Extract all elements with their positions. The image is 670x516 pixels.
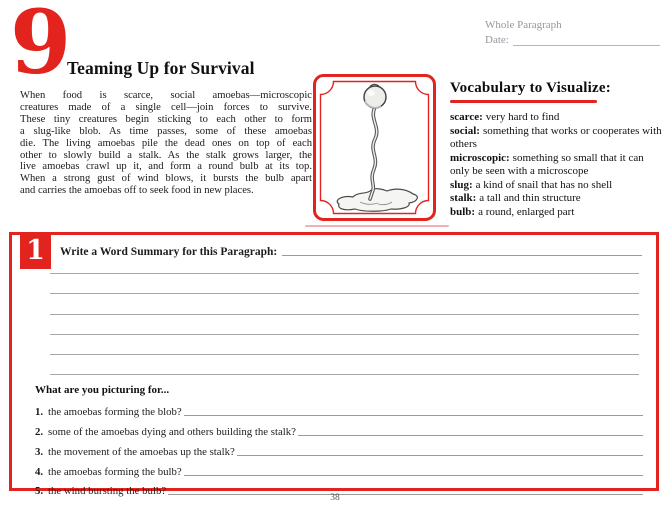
- vocab-item: [450, 179, 666, 193]
- page-number: 38: [330, 493, 340, 503]
- vocab-definition: something that works or cooperates with others: [450, 124, 662, 150]
- picturing-label: What are you picturing for...: [35, 384, 170, 396]
- question-text: the amoebas forming the bulb?: [48, 465, 182, 478]
- vocab-definition: very hard to find: [485, 111, 560, 123]
- vocabulary-panel: [450, 80, 666, 219]
- question-row: [35, 398, 643, 418]
- question-number: 5.: [35, 485, 44, 498]
- question-answer-line: [298, 426, 643, 436]
- question-text: the wind bursting the bulb?: [48, 485, 167, 498]
- writing-line: [50, 355, 639, 375]
- vocabulary-heading-underline: [450, 100, 597, 103]
- paragraph-line: These tiny creatures begin sticking to each other to form: [20, 113, 312, 125]
- writing-line: [50, 254, 639, 274]
- vocab-term: slug:: [450, 178, 473, 191]
- writing-line: [50, 315, 639, 335]
- question-number: 3.: [35, 445, 44, 458]
- question-list: [35, 398, 643, 497]
- page-title: Teaming Up for Survival: [67, 58, 255, 78]
- paragraph-line: die. The living amoebas pile the dead ones on top of each: [20, 137, 312, 149]
- vocab-item: [450, 192, 666, 206]
- question-number: 1.: [35, 405, 44, 418]
- date-label: Date:: [485, 34, 509, 46]
- vocab-definition: something so small that it can only be seen with a microscope: [450, 151, 644, 177]
- question-number: 2.: [35, 425, 44, 438]
- paragraph-line: creatures made of a single cell—join forces to survive.: [20, 101, 312, 113]
- question-answer-line: [184, 406, 643, 416]
- writing-line: [50, 335, 639, 355]
- vocab-definition: a round, enlarged part: [478, 205, 575, 218]
- question-answer-line: [237, 446, 643, 456]
- question-row: [35, 458, 643, 478]
- vocab-item: [450, 206, 666, 220]
- corner-label-block: [485, 18, 660, 48]
- paragraph-line: When a strong gust of wind blows, it bursts the bulb apart: [20, 173, 312, 185]
- question-text: the movement of the amoebas up the stalk?: [48, 445, 235, 458]
- vocab-item: [450, 125, 666, 152]
- question-row: [35, 438, 643, 458]
- vocab-item: [450, 111, 666, 125]
- paragraph-line: and carries the amoebas off to seek food in new places.: [20, 185, 254, 197]
- question-text: some of the amoebas dying and others building the stalk?: [48, 425, 296, 438]
- paragraph-line: live amoebas crawl up it, and form a round bulb at its top.: [20, 161, 312, 173]
- vocab-definition: a kind of snail that has no shell: [475, 178, 613, 191]
- question-answer-line: [184, 466, 643, 476]
- vocab-definition: a tall and thin structure: [479, 192, 581, 204]
- reading-paragraph: [20, 90, 312, 197]
- word-summary-label: Write a Word Summary for this Paragraph:: [60, 246, 278, 258]
- amoeba-stalk-illustration: [312, 73, 437, 222]
- writing-line: [50, 274, 639, 294]
- vocab-term: scarce:: [450, 111, 483, 123]
- illustration-frame: [312, 73, 437, 222]
- vocab-term: bulb:: [450, 205, 476, 218]
- lesson-number: 9: [10, 0, 72, 94]
- paragraph-line: other to slowly build a stalk. As the stalk grows larger, the: [20, 149, 312, 161]
- vocabulary-heading: Vocabulary to Visualize:: [450, 80, 611, 96]
- question-number: 4.: [35, 465, 44, 478]
- question-row: [35, 418, 643, 438]
- whole-paragraph-label: Whole Paragraph: [485, 19, 562, 31]
- vocab-term: stalk:: [450, 192, 477, 204]
- paragraph-line: a slug-like blob. As time passes, some of these amoebas: [20, 125, 312, 137]
- vocab-term: microscopic:: [450, 151, 510, 164]
- summary-writing-area: [50, 254, 639, 375]
- paragraph-line: When food is scarce, social amoebas—microscopic: [20, 90, 312, 101]
- writing-line: [50, 294, 639, 314]
- vocab-term: social:: [450, 124, 480, 137]
- activity-number-badge: 1: [20, 232, 51, 269]
- date-blank-line: [513, 34, 660, 46]
- vocab-item: [450, 152, 666, 179]
- question-text: the amoebas forming the blob?: [48, 405, 182, 418]
- frame-accent-line: [305, 225, 449, 227]
